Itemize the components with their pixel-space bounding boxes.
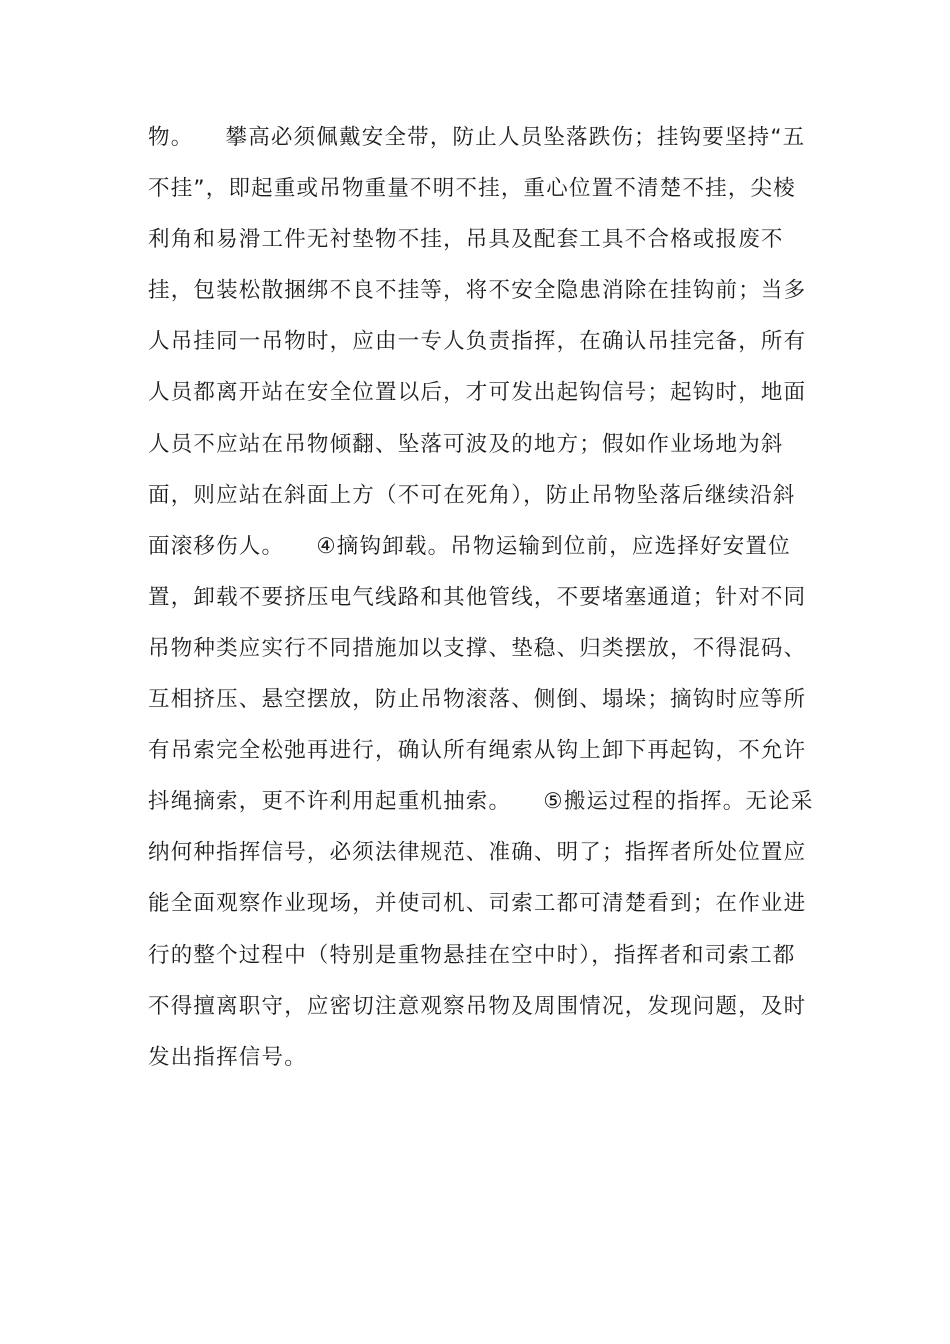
text-line: 人员都离开站在安全位置以后，才可发出起钩信号；起钩时，地面 [148,380,807,406]
text-line: 纳何种指挥信号，必须法律规范、准确、明了；指挥者所处位置应 [148,840,807,866]
text-line: 不挂”，即起重或吊物重量不明不挂，重心位置不清楚不挂，尖棱 [148,176,796,202]
text-line: 抖绳摘索，更不许利用起重机抽索。 ⑤搬运过程的指挥。无论采 [148,789,814,815]
text-line: 行的整个过程中（特别是重物悬挂在空中时），指挥者和司索工都 [148,942,796,968]
text-line: 人吊挂同一吊物时，应由一专人负责指挥，在确认吊挂完备，所有 [148,329,807,355]
text-line: 不得擅离职守，应密切注意观察吊物及周围情况，发现问题，及时 [148,993,807,1019]
text-line: 能全面观察作业现场，并使司机、司索工都可清楚看到；在作业进 [148,891,807,917]
text-line: 挂，包装松散捆绑不良不挂等，将不安全隐患消除在挂钩前；当多 [148,278,807,304]
text-line: 利角和易滑工件无衬垫物不挂，吊具及配套工具不合格或报废不 [148,227,784,253]
text-line: 面，则应站在斜面上方（不可在死角），防止吊物坠落后继续沿斜 [148,482,796,508]
body-paragraph [148,118,828,1089]
text-line: 面滚移伤人。 ④摘钩卸载。吊物运输到位前，应选择好安置位 [148,533,791,559]
text-line: 吊物种类应实行不同措施加以支撑、垫稳、归类摆放，不得混码、 [148,635,807,661]
text-line: 有吊索完全松弛再进行，确认所有绳索从钩上卸下再起钩，不允许 [148,738,807,764]
text-line: 互相挤压、悬空摆放，防止吊物滚落、侧倒、塌垛；摘钩时应等所 [148,687,807,713]
text-line: 物。 攀高必须佩戴安全带，防止人员坠落跌伤；挂钩要坚持“五 [148,125,806,150]
text-line: 人员不应站在吊物倾翻、坠落可波及的地方；假如作业场地为斜 [148,431,784,457]
text-line: 发出指挥信号。 [148,1044,307,1070]
text-line: 置，卸载不要挤压电气线路和其他管线，不要堵塞通道；针对不同 [148,584,807,610]
